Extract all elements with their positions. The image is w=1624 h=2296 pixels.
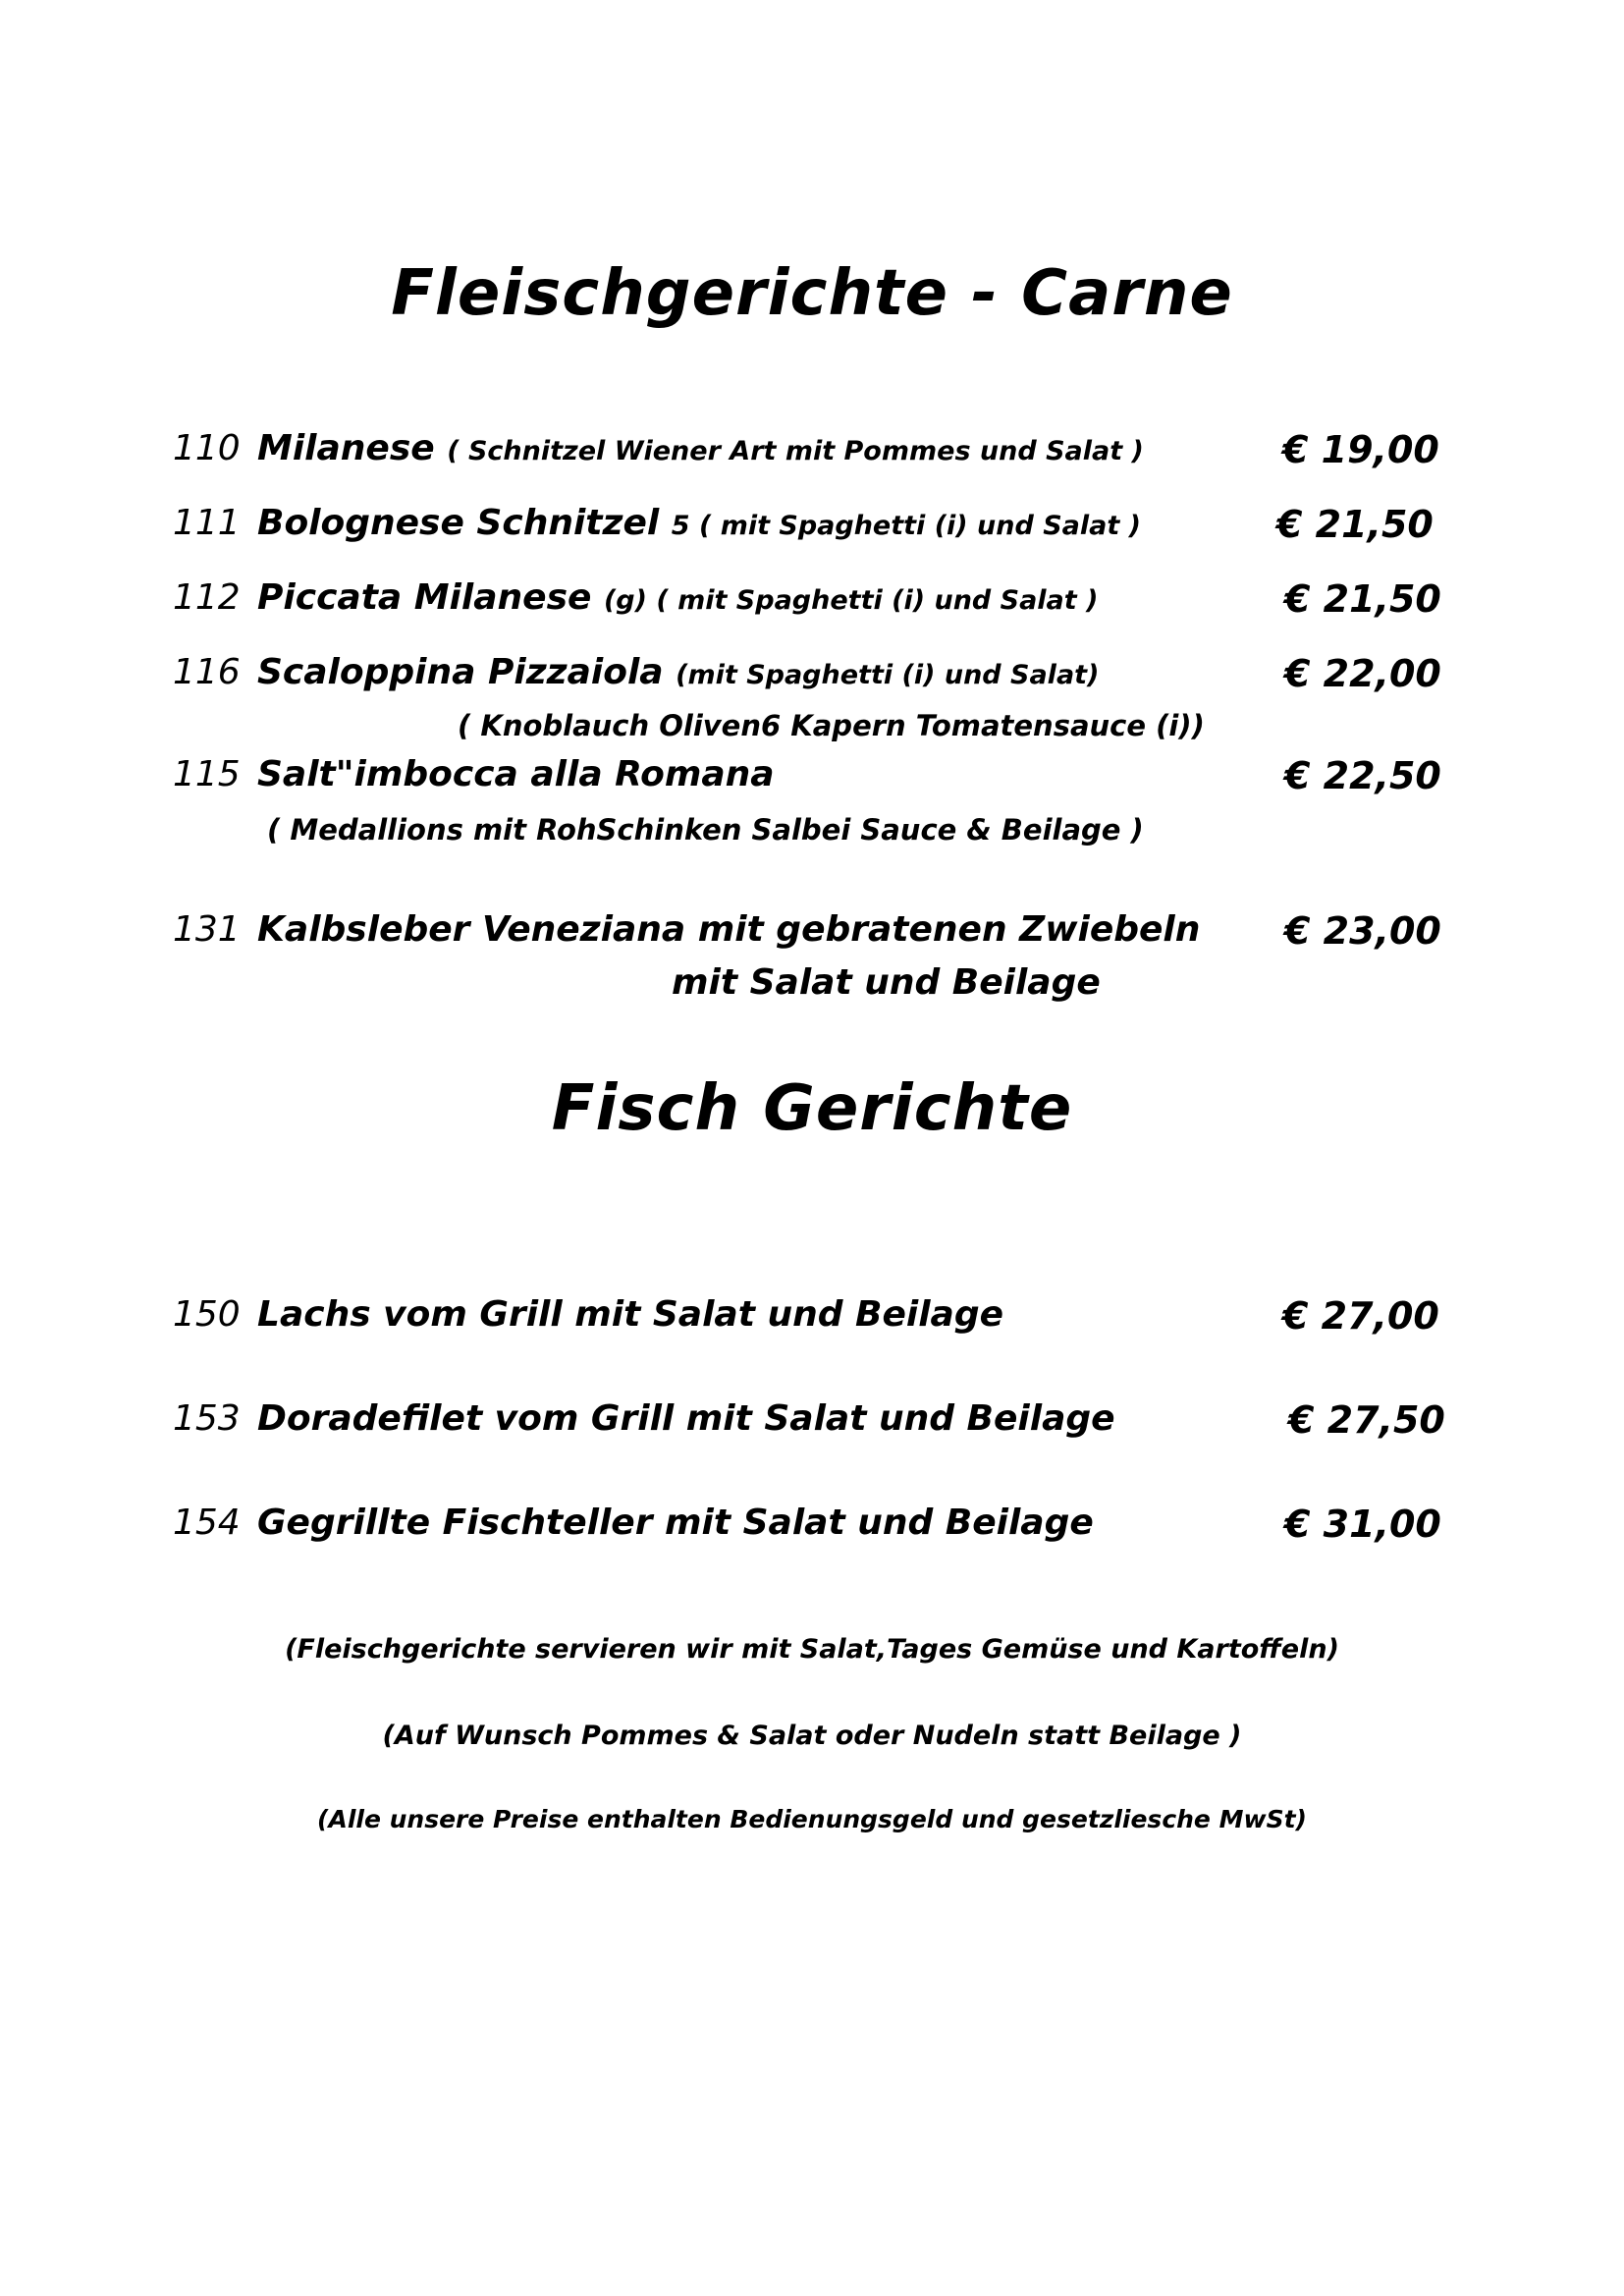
item-number: 154 [173, 1503, 241, 1543]
item-price: € 22,00 [1284, 652, 1441, 695]
menu-item-154 [173, 1503, 1449, 1561]
item-name: Lachs vom Grill mit Salat und Beilage [257, 1294, 1004, 1335]
menu-item-110 [173, 428, 1449, 487]
item-number: 112 [173, 577, 241, 618]
item-name: Bolognese Schnitzel [257, 503, 660, 543]
item-description: 5 ( mit Spaghetti (i) und Salat ) [671, 511, 1142, 541]
item-price: € 21,50 [1284, 577, 1441, 621]
item-price: € 27,00 [1282, 1294, 1439, 1338]
fish-section-title: Fisch Gerichte [551, 1072, 1073, 1145]
item-name: Gegrillte Fischteller mit Salat und Beilage [257, 1503, 1094, 1543]
item-line [257, 503, 1141, 543]
item-line [257, 428, 1144, 468]
menu-item-131 [173, 909, 1449, 968]
item-name: Doradefilet vom Grill mit Salat und Beilage [257, 1398, 1115, 1439]
item-number: 131 [173, 909, 241, 950]
item-price: € 31,00 [1284, 1503, 1441, 1546]
footnote-substitution: (Auf Wunsch Pommes & Salat oder Nudeln statt Beilage ) [382, 1721, 1242, 1751]
item-name: Kalbsleber Veneziana mit gebratenen Zwiebeln [257, 909, 1201, 950]
item-line [257, 652, 1099, 692]
item-price: € 22,50 [1284, 754, 1441, 797]
item-116-subline: ( Knoblauch Oliven6 Kapern Tomatensauce (i)) [458, 709, 1205, 742]
meat-section-title: Fleischgerichte - Carne [391, 257, 1233, 330]
menu-item-153 [173, 1398, 1449, 1457]
menu-item-111 [173, 503, 1449, 562]
item-name: Piccata Milanese [257, 577, 592, 618]
item-line [257, 754, 775, 794]
item-number: 150 [173, 1294, 241, 1335]
item-price: € 23,00 [1284, 909, 1441, 953]
item-115-subline: ( Medallions mit RohSchinken Salbei Sauce & Beilage ) [267, 813, 1144, 847]
item-name: Scaloppina Pizzaiola [257, 652, 664, 692]
item-name: Milanese [257, 428, 435, 468]
item-131-subline: mit Salat und Beilage [672, 962, 1101, 1003]
item-number: 111 [173, 503, 241, 543]
menu-item-115 [173, 754, 1449, 813]
footnote-side-dishes: (Fleischgerichte servieren wir mit Salat,Tages Gemüse und Kartoffeln) [285, 1634, 1339, 1665]
item-line [257, 909, 1200, 950]
item-price: € 19,00 [1282, 428, 1439, 471]
item-description: (g) ( mit Spaghetti (i) und Salat ) [603, 585, 1099, 616]
item-line [257, 577, 1098, 618]
item-description: ( Schnitzel Wiener Art mit Pommes und Salat ) [447, 436, 1144, 466]
item-price: € 21,50 [1276, 503, 1434, 546]
menu-item-116 [173, 652, 1449, 711]
item-number: 115 [173, 754, 241, 794]
item-description: (mit Spaghetti (i) und Salat) [676, 660, 1100, 690]
item-price: € 27,50 [1288, 1398, 1445, 1442]
item-number: 116 [173, 652, 241, 692]
footnote-prices: (Alle unsere Preise enthalten Bedienungsgeld und gesetzliesche MwSt) [317, 1805, 1307, 1833]
item-number: 110 [173, 428, 241, 468]
menu-item-112 [173, 577, 1449, 636]
item-name: Salt"imbocca alla Romana [257, 754, 775, 794]
item-number: 153 [173, 1398, 241, 1439]
menu-item-150 [173, 1294, 1449, 1353]
